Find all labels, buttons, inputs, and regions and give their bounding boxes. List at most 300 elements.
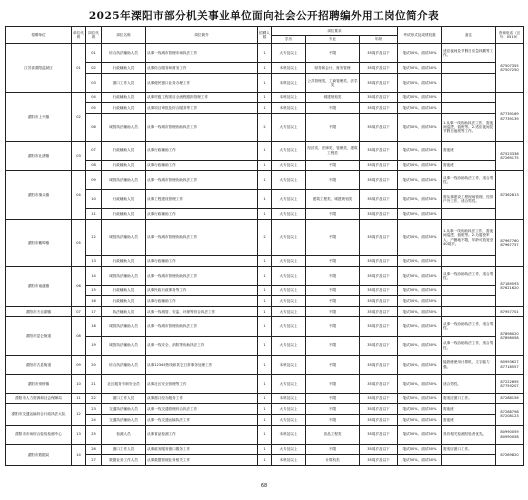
cell-count: 1: [258, 455, 272, 466]
cell-unit-code: 08: [72, 317, 86, 355]
cell-post-name: 城管执法辅助人员: [102, 317, 146, 336]
cell-remarks: [442, 256, 496, 267]
cell-edu: 大专及以上: [272, 209, 306, 220]
table-row: [6, 266, 524, 285]
cell-phone: 87189593 87621620: [496, 266, 524, 306]
cell-major: 财务和会计，财务管理: [306, 63, 360, 74]
cell-exam: 笔试50%，面试50%: [398, 425, 442, 444]
cell-post-code: 21: [86, 374, 102, 393]
cell-age: 35周岁及以下: [360, 44, 398, 63]
cell-unit-code: 07: [72, 306, 86, 317]
header-unit: 招聘单位: [6, 27, 72, 44]
cell-age: 35周岁及以下: [360, 317, 398, 336]
cell-post-desc: 从事综合服务和财务工作: [146, 63, 258, 74]
cell-post-desc: 从事社区安全管理等工作: [146, 374, 258, 393]
cell-major: 城建规划类: [306, 92, 360, 103]
cell-age: 35周岁及以下: [360, 92, 398, 103]
cell-unit: 溧阳市别桥镇: [6, 374, 72, 393]
header-post-name: 岗位名称: [102, 27, 146, 44]
cell-count: 1: [258, 171, 272, 190]
cell-post-code: 06: [86, 113, 102, 141]
cell-edu: 大专及以上: [272, 404, 306, 415]
cell-post-desc: 从事食品检测工作: [146, 425, 258, 444]
cell-unit-code: 03: [72, 141, 86, 171]
cell-age: 35周岁及以下: [360, 63, 398, 74]
cell-age: 35周岁及以下: [360, 113, 398, 141]
cell-post-name: 交通执法辅助人员: [102, 404, 146, 415]
cell-post-name: 城管执法辅助人员: [102, 113, 146, 141]
cell-post-desc: 从事一线城市管理协助执法工作: [146, 219, 258, 255]
cell-post-name: 行政辅助人员: [102, 285, 146, 296]
cell-phone: 87523336 87269175: [496, 141, 524, 171]
cell-post-desc: 从事行政辅助工作: [146, 296, 258, 307]
cell-exam: 笔试50%，面试50%: [398, 44, 442, 63]
cell-remarks: [442, 306, 496, 317]
document-title: 2025年溧阳市部分机关事业单位面向社会公开招聘编外用工岗位简介表: [88, 10, 440, 22]
cell-exam: 笔试50%，面试50%: [398, 209, 442, 220]
cell-age: 35周岁及以下: [360, 296, 398, 307]
cell-age: 35周岁及以下: [360, 73, 398, 92]
cell-count: 1: [258, 296, 272, 307]
cell-post-code: 27: [86, 455, 102, 466]
cell-post-code: 10: [86, 190, 102, 209]
cell-unit: 溧阳市市场综合检验检测中心: [6, 425, 72, 444]
cell-edu: 本科及以上: [272, 355, 306, 374]
cell-post-desc: 从事一线城市管理市场执法工作: [146, 44, 258, 63]
cell-remarks: [442, 296, 496, 307]
cell-remarks: [442, 455, 496, 466]
cell-post-name: 执法辅助人员: [102, 306, 146, 317]
page-number: 68: [260, 483, 268, 489]
cell-phone: 80990059 80990058: [496, 425, 524, 444]
cell-major: 不限: [306, 296, 360, 307]
table-row: [6, 444, 524, 455]
cell-count: 1: [258, 73, 272, 92]
cell-age: 35周岁及以下: [360, 425, 398, 444]
cell-count: 1: [258, 355, 272, 374]
cell-post-code: 16: [86, 296, 102, 307]
cell-post-name: 城管执法辅助人员: [102, 266, 146, 285]
header-post-desc: 岗位简介: [146, 27, 258, 44]
cell-unit-code: 05: [72, 219, 86, 266]
cell-age: 35周岁及以下: [360, 336, 398, 355]
cell-remarks: 需夜班: [442, 141, 496, 160]
cell-count: 1: [258, 44, 272, 63]
cell-remarks: 需从事建设工程现场管理，经常户外工作，适合男性。: [442, 190, 496, 209]
cell-post-name: 行政辅助人员: [102, 103, 146, 114]
cell-post-desc: 从事一线城管、安监、环保等综合执法工作: [146, 306, 258, 317]
cell-remarks: [442, 209, 496, 220]
cell-major: 不限: [306, 266, 360, 285]
cell-exam: 笔试50%，面试50%: [398, 336, 442, 355]
cell-major: 计算机类: [306, 455, 360, 466]
cell-count: 1: [258, 336, 272, 355]
cell-unit: 溧阳市天目湖镇: [6, 306, 72, 317]
cell-exam: 笔试50%，面试50%: [398, 63, 442, 74]
cell-remarks: [442, 103, 496, 114]
cell-post-code: 05: [86, 103, 102, 114]
cell-phone: 87268798 87208123: [496, 404, 524, 425]
cell-edu: 大专及以上: [272, 44, 306, 63]
header-phone: 咨询电话（区号：0519）: [496, 27, 524, 44]
table-row: [6, 355, 524, 374]
cell-edu: 大专及以上: [272, 444, 306, 455]
cell-post-code: 14: [86, 266, 102, 285]
cell-exam: 笔试50%，面试50%: [398, 296, 442, 307]
table-row: [6, 425, 524, 444]
cell-remarks: 从事一线协助执法工作，适合男性。: [442, 171, 496, 190]
cell-remarks: 1.从事一线协助执法工作，需夜间巡逻、值班等。2.适应夜间及节假日值班等工作。: [442, 113, 496, 141]
cell-count: 1: [258, 444, 272, 455]
cell-major: 不限: [306, 444, 360, 455]
cell-exam: 笔试50%，面试50%: [398, 306, 442, 317]
cell-unit: 溧阳市昆仑街道: [6, 317, 72, 355]
cell-post-desc: 从事民政行政事务等工作: [146, 285, 258, 296]
cell-post-name: 行政辅助人员: [102, 296, 146, 307]
cell-post-code: 23: [86, 404, 102, 415]
cell-post-name: 行政辅助人员: [102, 256, 146, 267]
cell-exam: 笔试50%，面试50%: [398, 374, 442, 393]
cell-count: 1: [258, 266, 272, 285]
cell-post-code: 24: [86, 414, 102, 425]
cell-edu: 本科及以上: [272, 63, 306, 74]
cell-phone: 87898020 87898058: [496, 317, 524, 355]
cell-unit: 溧阳市上兴镇: [6, 92, 72, 141]
table-row: [6, 44, 524, 63]
cell-age: 35周岁及以下: [360, 404, 398, 415]
header-count: 招聘人数: [258, 27, 272, 44]
cell-unit-code: 11: [72, 393, 86, 404]
cell-post-desc: 从事行政辅助工作: [146, 209, 258, 220]
cell-post-name: 交通执法辅助人员: [102, 414, 146, 425]
cell-edu: 本科及以上: [272, 455, 306, 466]
cell-edu: 大专及以上: [272, 296, 306, 307]
cell-phone: 87269820: [496, 444, 524, 465]
cell-major: 不限: [306, 113, 360, 141]
table-row: [6, 393, 524, 404]
cell-remarks: 具有相关检测经验者优先。: [442, 425, 496, 444]
cell-post-code: 07: [86, 141, 102, 160]
cell-major: 经济类，法律类，管理类，建筑工程类: [306, 141, 360, 160]
cell-major: 不限: [306, 103, 360, 114]
cell-age: 35周岁及以下: [360, 455, 398, 466]
cell-unit-code: 12: [72, 404, 86, 425]
cell-age: 35周岁及以下: [360, 306, 398, 317]
cell-edu: 大专及以上: [272, 266, 306, 285]
cell-post-desc: 从事一线安全、消防等协助执法工作: [146, 336, 258, 355]
cell-post-code: 13: [86, 256, 102, 267]
cell-exam: 笔试50%，面试50%: [398, 103, 442, 114]
table-row: [6, 404, 524, 415]
cell-major: 不限: [306, 285, 360, 296]
cell-unit: 溧阳市戴埠镇: [6, 219, 72, 266]
cell-post-desc: 从事项目审批及综合服务等工作: [146, 103, 258, 114]
cell-age: 35周岁及以下: [360, 160, 398, 171]
cell-post-desc: 从事一线城市管理协助执法工作: [146, 113, 258, 141]
cell-unit: 溧阳市交通运输综合行政执法大队: [6, 404, 72, 425]
cell-remarks: 能熟练使用计算机，文字能力强。: [442, 355, 496, 374]
cell-edu: 大专及以上: [272, 171, 306, 190]
cell-post-name: 窗口工作人员: [102, 73, 146, 92]
cell-count: 1: [258, 306, 272, 317]
cell-edu: 本科及以上: [272, 103, 306, 114]
cell-major: 不限: [306, 414, 360, 425]
table-row: [6, 306, 524, 317]
cell-exam: 笔试50%，面试50%: [398, 73, 442, 92]
cell-count: 1: [258, 374, 272, 393]
cell-age: 35周岁及以下: [360, 190, 398, 209]
cell-phone: 87362813: [496, 171, 524, 220]
cell-edu: 大专及以上: [272, 256, 306, 267]
header-remarks: 备注: [442, 27, 496, 44]
cell-edu: 大专及以上: [272, 160, 306, 171]
cell-age: 35周岁及以下: [360, 285, 398, 296]
cell-remarks: 从事一线协助执法工作，适合男性。: [442, 336, 496, 355]
cell-exam: 笔试50%，面试50%: [398, 317, 442, 336]
cell-remarks: [442, 73, 496, 92]
cell-phone: 87507355 87507250: [496, 44, 524, 93]
cell-count: 2: [258, 219, 272, 255]
cell-count: 1: [258, 414, 272, 425]
cell-major: 不限: [306, 336, 360, 355]
header-major: 专业: [306, 36, 360, 44]
cell-edu: 本科及以上: [272, 73, 306, 92]
cell-exam: 笔试50%，面试50%: [398, 393, 442, 404]
cell-count: 1: [258, 92, 272, 103]
cell-edu: 本科及以上: [272, 425, 306, 444]
cell-unit: 溧阳市古县街道: [6, 355, 72, 374]
table-row: [6, 141, 524, 160]
cell-remarks: 需夜班: [442, 160, 496, 171]
table-row: [6, 374, 524, 393]
cell-post-name: 城管执法辅助人员: [102, 171, 146, 190]
cell-edu: 大专及以上: [272, 336, 306, 355]
cell-unit: 溧阳市数据局: [6, 444, 72, 465]
header-age: 年龄: [360, 36, 398, 44]
cell-count: 1: [258, 404, 272, 415]
cell-remarks: 需夜班: [442, 414, 496, 425]
cell-post-desc: 从事一线交通管理综合执法工作: [146, 404, 258, 415]
cell-post-desc: 从事政务服务窗口服务工作: [146, 444, 258, 455]
cell-post-name: 检测人员: [102, 425, 146, 444]
table-body: [6, 44, 524, 466]
cell-unit: 江苏省溧阳监狱区: [6, 44, 72, 93]
cell-age: 35周岁及以下: [360, 103, 398, 114]
cell-major: 不限: [306, 44, 360, 63]
cell-count: 1: [258, 160, 272, 171]
cell-age: 35周岁及以下: [360, 444, 398, 455]
cell-exam: 笔试50%，面试50%: [398, 141, 442, 160]
cell-post-desc: 从事行政辅助工作: [146, 141, 258, 160]
cell-post-code: 20: [86, 355, 102, 374]
cell-major: 不限: [306, 209, 360, 220]
cell-age: 35周岁及以下: [360, 256, 398, 267]
cell-unit-code: 01: [72, 44, 86, 93]
cell-post-desc: 从事一线交通运输执法工作: [146, 414, 258, 425]
cell-major: 不限: [306, 317, 360, 336]
cell-unit-code: 10: [72, 374, 86, 393]
cell-post-desc: 从事窗口经办服务工作: [146, 393, 258, 404]
cell-edu: 大专及以上: [272, 190, 306, 209]
cell-count: 1: [258, 141, 272, 160]
cell-post-code: 01: [86, 44, 102, 63]
cell-unit-code: 04: [72, 171, 86, 220]
cell-major: 不限: [306, 404, 360, 415]
cell-exam: 笔试50%，面试50%: [398, 256, 442, 267]
cell-edu: 大专及以上: [272, 317, 306, 336]
cell-post-name: 行政辅助人员: [102, 190, 146, 209]
cell-major: 不限: [306, 160, 360, 171]
cell-exam: 笔试50%，面试50%: [398, 404, 442, 415]
cell-phone: 87288156: [496, 393, 524, 404]
cell-unit: 溧阳市社渚镇: [6, 141, 72, 171]
cell-count: 1: [258, 103, 272, 114]
cell-phone: 87739169 87739139: [496, 92, 524, 141]
cell-age: 35周岁及以下: [360, 219, 398, 255]
header-post-code: 岗位代码: [86, 27, 102, 44]
cell-post-code: 15: [86, 285, 102, 296]
cell-exam: 笔试50%，面试50%: [398, 355, 442, 374]
cell-post-desc: 从事行政辅助工作: [146, 160, 258, 171]
table-row: [6, 317, 524, 336]
cell-phone: 80993627 87718557: [496, 355, 524, 374]
cell-remarks: 1.从事一线协助执法工作，需夜间巡逻、值班等。2.为退役军人，户籍地不限，年龄可放宽至40周岁。: [442, 219, 496, 255]
cell-unit-code: 06: [72, 266, 86, 306]
cell-exam: 笔试50%，面试50%: [398, 219, 442, 255]
cell-edu: 大专及以上: [272, 141, 306, 160]
cell-exam: 笔试50%，面试50%: [398, 160, 442, 171]
cell-post-desc: 从事一线城市管理协助执法工作: [146, 317, 258, 336]
cell-post-code: 22: [86, 393, 102, 404]
cell-age: 35周岁及以下: [360, 209, 398, 220]
cell-major: 不限: [306, 355, 360, 374]
cell-major: 不限: [306, 256, 360, 267]
cell-edu: 大专及以上: [272, 113, 306, 141]
cell-major: 不限: [306, 306, 360, 317]
cell-exam: 笔试50%，面试50%: [398, 171, 442, 190]
cell-edu: 本科及以上: [272, 92, 306, 103]
cell-post-name: 综合执法辅助人员: [102, 44, 146, 63]
cell-exam: 笔试50%，面试50%: [398, 455, 442, 466]
cell-unit: 溧阳市南渡镇: [6, 266, 72, 306]
cell-remarks: 需适应窗口工作。: [442, 393, 496, 404]
cell-count: 1: [258, 425, 272, 444]
cell-major: 公共管理类，工商管理类，法学类: [306, 73, 360, 92]
cell-post-code: 18: [86, 317, 102, 336]
cell-post-name: 综合执法辅助人员: [102, 355, 146, 374]
cell-post-name: 行政辅助人员: [102, 160, 146, 171]
cell-age: 35周岁及以下: [360, 141, 398, 160]
cell-major: 建筑工程类，城建规划类: [306, 190, 360, 209]
cell-count: 1: [258, 63, 272, 74]
cell-major: 不限: [306, 171, 360, 190]
cell-age: 35周岁及以下: [360, 374, 398, 393]
cell-post-code: 11: [86, 209, 102, 220]
cell-count: 1: [258, 285, 272, 296]
cell-unit: 溧阳市人力资源和社会保障局: [6, 393, 72, 404]
cell-post-desc: 从事一线城市管理协助执法工作: [146, 266, 258, 285]
cell-post-code: 19: [86, 336, 102, 355]
cell-major: 不限: [306, 374, 360, 393]
cell-post-desc: 从事村级工程项目全流程跟踪管理工作: [146, 92, 258, 103]
cell-remarks: 适应夜间及节假日应急执勤等工作。: [442, 44, 496, 63]
cell-post-desc: 从事一线城市管理协助执法工作: [146, 171, 258, 190]
cell-age: 35周岁及以下: [360, 355, 398, 374]
header-exam: 考试形式及成绩权重: [398, 27, 442, 44]
cell-unit-code: 13: [72, 425, 86, 444]
cell-post-code: 03: [86, 73, 102, 92]
cell-count: 1: [258, 317, 272, 336]
cell-major: 食品工程类: [306, 425, 360, 444]
cell-major: 不限: [306, 393, 360, 404]
table-row: [6, 92, 524, 103]
cell-remarks: [442, 63, 496, 74]
cell-exam: 笔试50%，面试50%: [398, 92, 442, 103]
header-edu: 学历: [272, 36, 306, 44]
cell-post-code: 04: [86, 92, 102, 103]
cell-edu: 大专及以上: [272, 306, 306, 317]
cell-edu: 本科及以上: [272, 393, 306, 404]
cell-post-desc: 从事12345热线和其它日常事务处理工作: [146, 355, 258, 374]
cell-remarks: [442, 285, 496, 296]
header-unit-code: 单位代码: [72, 27, 86, 44]
cell-remarks: 适合男性。: [442, 374, 496, 393]
cell-post-name: 行政辅助人员: [102, 63, 146, 74]
cell-unit-code: 02: [72, 92, 86, 141]
cell-post-name: 行政辅助人员: [102, 92, 146, 103]
cell-post-name: 数据业务工作人员: [102, 455, 146, 466]
table-row: [6, 219, 524, 255]
cell-exam: 笔试50%，面试50%: [398, 266, 442, 285]
cell-count: 2: [258, 113, 272, 141]
cell-post-name: 行政辅助人员: [102, 209, 146, 220]
cell-unit-code: 14: [72, 444, 86, 465]
cell-remarks: 从事一线协助执法工作，适合男性。: [442, 317, 496, 336]
cell-major: 不限: [306, 219, 360, 255]
cell-post-desc: 从事工程建设管理工作: [146, 190, 258, 209]
cell-post-code: 08: [86, 160, 102, 171]
cell-post-desc: 从事便民窗口业务办理工作: [146, 73, 258, 92]
cell-post-name: 城管执法辅助人员: [102, 219, 146, 255]
cell-exam: 笔试50%，面试50%: [398, 113, 442, 141]
cell-post-desc: 从事数据管理业务相关工作: [146, 455, 258, 466]
cell-exam: 笔试50%，面试50%: [398, 414, 442, 425]
cell-age: 35周岁及以下: [360, 266, 398, 285]
cell-age: 35周岁及以下: [360, 171, 398, 190]
table-row: [6, 171, 524, 190]
cell-count: 1: [258, 393, 272, 404]
cell-remarks: 从事一线协助执法工作，适合男性。: [442, 266, 496, 285]
cell-post-desc: 从事行政辅助工作: [146, 256, 258, 267]
cell-post-name: 社区服务专职安全员: [102, 374, 146, 393]
cell-edu: 大专及以上: [272, 374, 306, 393]
cell-post-name: 窗口工作人员: [102, 393, 146, 404]
cell-exam: 笔试50%，面试50%: [398, 444, 442, 455]
cell-edu: 大专及以上: [272, 414, 306, 425]
cell-exam: 笔试50%，面试50%: [398, 285, 442, 296]
cell-phone: 87967760 87967757: [496, 219, 524, 266]
cell-edu: 大专及以上: [272, 285, 306, 296]
cell-count: 1: [258, 190, 272, 209]
cell-post-name: 窗口工作人员: [102, 444, 146, 455]
cell-remarks: 需夜班: [442, 404, 496, 415]
cell-post-code: 26: [86, 444, 102, 455]
cell-unit-code: 09: [72, 355, 86, 374]
cell-post-code: 09: [86, 171, 102, 190]
cell-count: 1: [258, 209, 272, 220]
cell-post-code: 12: [86, 219, 102, 255]
cell-post-name: 城管执法辅助人员: [102, 336, 146, 355]
